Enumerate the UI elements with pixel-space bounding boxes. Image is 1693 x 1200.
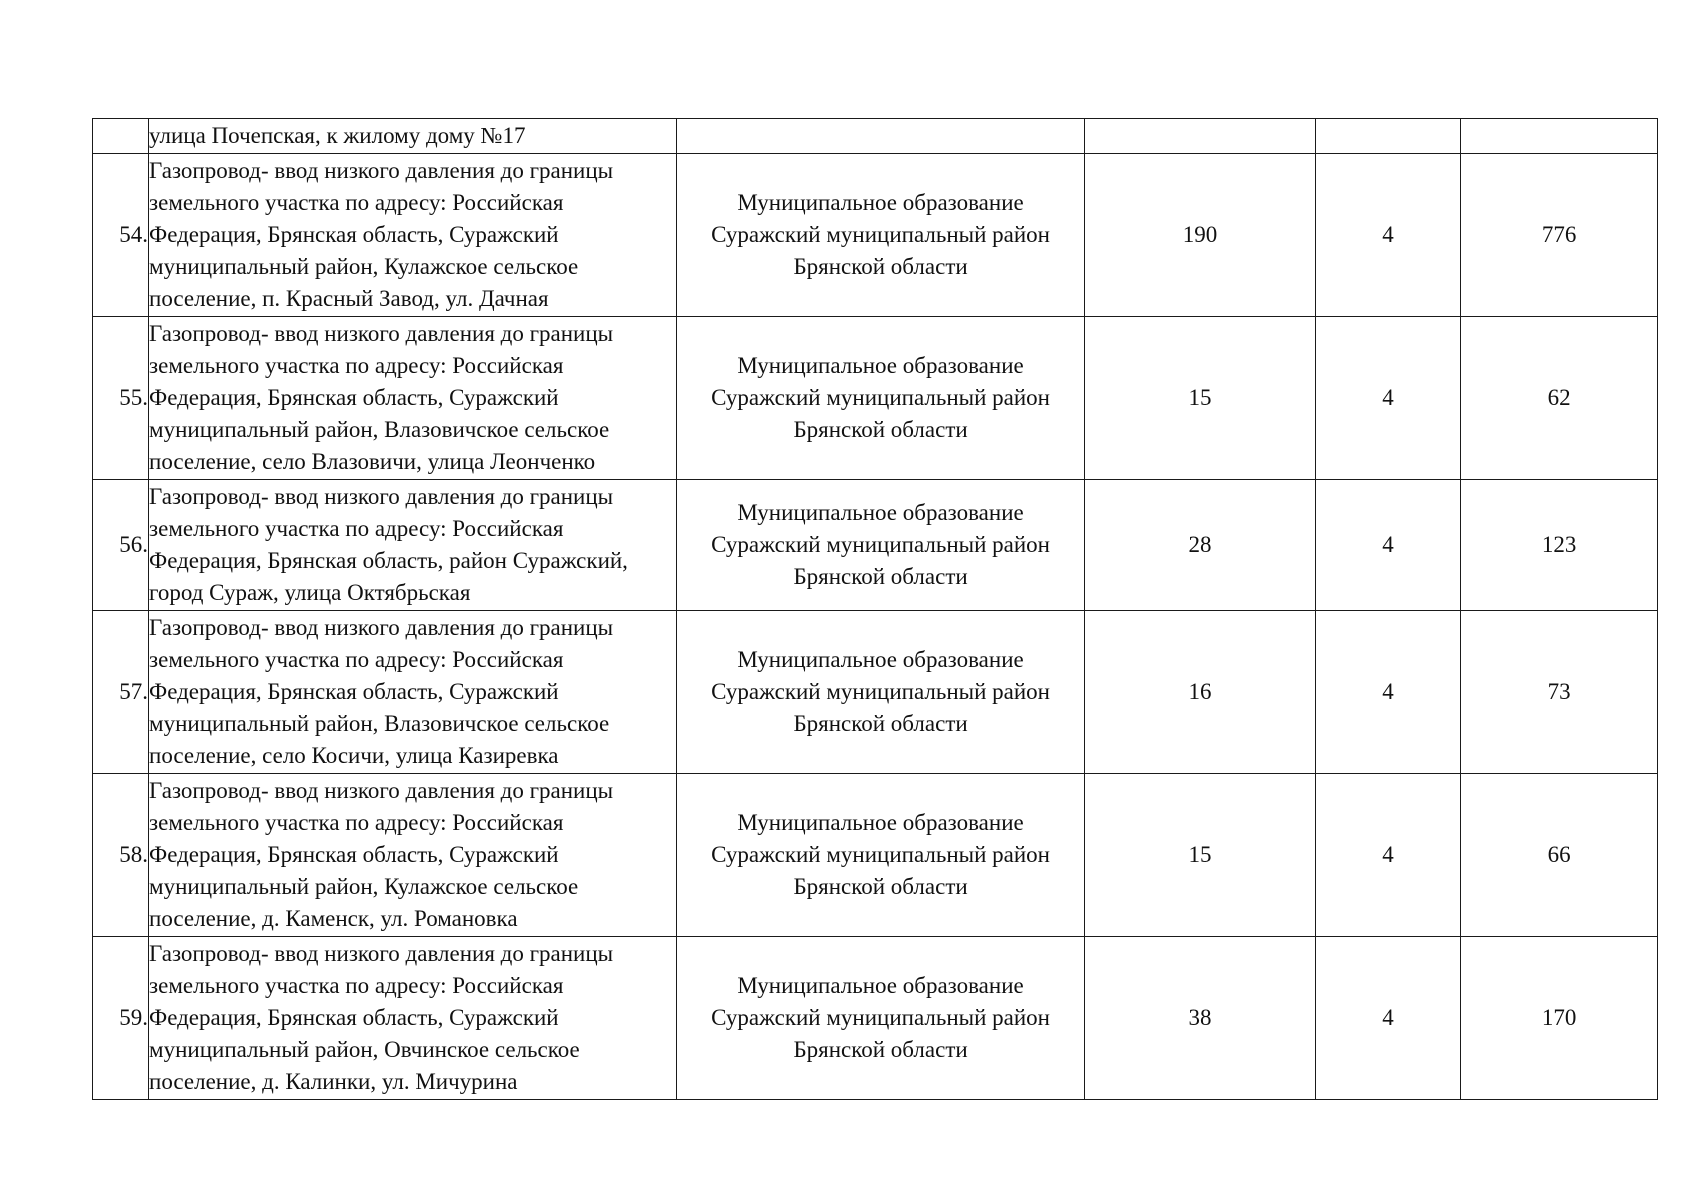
row-number-cell: 59. bbox=[93, 937, 149, 1100]
owner-cell bbox=[676, 480, 1085, 611]
description-cell bbox=[149, 774, 677, 937]
description-line: земельного участка по адресу: Российская bbox=[149, 516, 564, 541]
value-cell: 776 bbox=[1461, 154, 1658, 317]
length-cell: 16 bbox=[1085, 611, 1315, 774]
owner-cell bbox=[676, 317, 1085, 480]
count-cell: 4 bbox=[1315, 480, 1461, 611]
description-cell bbox=[149, 119, 677, 154]
value-cell: 170 bbox=[1461, 937, 1658, 1100]
owner-line: Муниципальное образование bbox=[737, 973, 1024, 998]
count-cell: 4 bbox=[1315, 611, 1461, 774]
count-cell: 4 bbox=[1315, 317, 1461, 480]
row-number-cell: 58. bbox=[93, 774, 149, 937]
description-line: поселение, п. Красный Завод, ул. Дачная bbox=[149, 286, 549, 311]
length-cell: 15 bbox=[1085, 774, 1315, 937]
count-cell: 4 bbox=[1315, 774, 1461, 937]
length-cell bbox=[1085, 119, 1315, 154]
owner-cell bbox=[676, 774, 1085, 937]
description-line: поселение, село Влазовичи, улица Леонченко bbox=[149, 449, 596, 474]
description-line: Федерация, Брянская область, район Суражский, bbox=[149, 548, 628, 573]
description-line: земельного участка по адресу: Российская bbox=[149, 810, 564, 835]
value-cell: 123 bbox=[1461, 480, 1658, 611]
description-line: Газопровод- ввод низкого давления до границы bbox=[149, 615, 614, 640]
count-cell bbox=[1315, 119, 1461, 154]
table-row bbox=[93, 611, 1658, 774]
description-line: земельного участка по адресу: Российская bbox=[149, 973, 564, 998]
owner-line: Суражский муниципальный район bbox=[711, 532, 1050, 557]
description-line: муниципальный район, Овчинское сельское bbox=[149, 1037, 580, 1062]
value-cell: 73 bbox=[1461, 611, 1658, 774]
owner-line: Суражский муниципальный район bbox=[711, 1005, 1050, 1030]
description-line: Газопровод- ввод низкого давления до границы bbox=[149, 484, 614, 509]
description-line: Газопровод- ввод низкого давления до границы bbox=[149, 158, 614, 183]
description-line: земельного участка по адресу: Российская bbox=[149, 190, 564, 215]
description-line: поселение, село Косичи, улица Казиревка bbox=[149, 743, 559, 768]
owner-line: Брянской области bbox=[793, 417, 968, 442]
owner-line: Муниципальное образование bbox=[737, 353, 1024, 378]
row-number-cell bbox=[93, 119, 149, 154]
table-row bbox=[93, 317, 1658, 480]
owner-cell bbox=[676, 119, 1085, 154]
owner-line: Суражский муниципальный район bbox=[711, 222, 1050, 247]
description-line: муниципальный район, Влазовичское сельское bbox=[149, 417, 610, 442]
count-cell: 4 bbox=[1315, 937, 1461, 1100]
count-cell: 4 bbox=[1315, 154, 1461, 317]
description-line: земельного участка по адресу: Российская bbox=[149, 647, 564, 672]
description-line: Федерация, Брянская область, Суражский bbox=[149, 1005, 559, 1030]
description-line: Федерация, Брянская область, Суражский bbox=[149, 842, 559, 867]
owner-line: Брянской области bbox=[793, 254, 968, 279]
description-line: муниципальный район, Влазовичское сельское bbox=[149, 711, 610, 736]
owner-line: Суражский муниципальный район bbox=[711, 842, 1050, 867]
table-row bbox=[93, 937, 1658, 1100]
row-number-cell: 54. bbox=[93, 154, 149, 317]
description-cell bbox=[149, 317, 677, 480]
row-number-cell: 56. bbox=[93, 480, 149, 611]
owner-line: Брянской области bbox=[793, 564, 968, 589]
description-line: Газопровод- ввод низкого давления до границы bbox=[149, 941, 614, 966]
description-line: поселение, д. Каменск, ул. Романовка bbox=[149, 906, 518, 931]
continuation-row bbox=[93, 119, 1658, 154]
description-line: улица Почепская, к жилому дому №17 bbox=[149, 123, 526, 148]
description-line: Федерация, Брянская область, Суражский bbox=[149, 385, 559, 410]
owner-line: Муниципальное образование bbox=[737, 190, 1024, 215]
description-line: земельного участка по адресу: Российская bbox=[149, 353, 564, 378]
owner-cell bbox=[676, 937, 1085, 1100]
row-number-cell: 57. bbox=[93, 611, 149, 774]
description-line: муниципальный район, Кулажское сельское bbox=[149, 874, 579, 899]
owner-line: Суражский муниципальный район bbox=[711, 385, 1050, 410]
description-cell bbox=[149, 154, 677, 317]
description-line: муниципальный район, Кулажское сельское bbox=[149, 254, 579, 279]
value-cell: 62 bbox=[1461, 317, 1658, 480]
table-row bbox=[93, 480, 1658, 611]
description-line: город Сураж, улица Октябрьская bbox=[149, 580, 471, 605]
owner-cell bbox=[676, 154, 1085, 317]
description-line: Федерация, Брянская область, Суражский bbox=[149, 222, 559, 247]
owner-line: Брянской области bbox=[793, 874, 968, 899]
description-cell bbox=[149, 937, 677, 1100]
owner-line: Брянской области bbox=[793, 711, 968, 736]
gas-pipeline-table bbox=[92, 118, 1658, 1100]
length-cell: 190 bbox=[1085, 154, 1315, 317]
description-line: Газопровод- ввод низкого давления до границы bbox=[149, 778, 614, 803]
description-cell bbox=[149, 480, 677, 611]
description-line: поселение, д. Калинки, ул. Мичурина bbox=[149, 1069, 518, 1094]
row-number-cell: 55. bbox=[93, 317, 149, 480]
description-cell bbox=[149, 611, 677, 774]
value-cell bbox=[1461, 119, 1658, 154]
owner-line: Муниципальное образование bbox=[737, 810, 1024, 835]
table-row bbox=[93, 774, 1658, 937]
owner-line: Муниципальное образование bbox=[737, 647, 1024, 672]
description-line: Газопровод- ввод низкого давления до границы bbox=[149, 321, 614, 346]
owner-line: Муниципальное образование bbox=[737, 500, 1024, 525]
length-cell: 38 bbox=[1085, 937, 1315, 1100]
owner-cell bbox=[676, 611, 1085, 774]
owner-line: Брянской области bbox=[793, 1037, 968, 1062]
length-cell: 28 bbox=[1085, 480, 1315, 611]
description-line: Федерация, Брянская область, Суражский bbox=[149, 679, 559, 704]
table-row bbox=[93, 154, 1658, 317]
length-cell: 15 bbox=[1085, 317, 1315, 480]
value-cell: 66 bbox=[1461, 774, 1658, 937]
owner-line: Суражский муниципальный район bbox=[711, 679, 1050, 704]
